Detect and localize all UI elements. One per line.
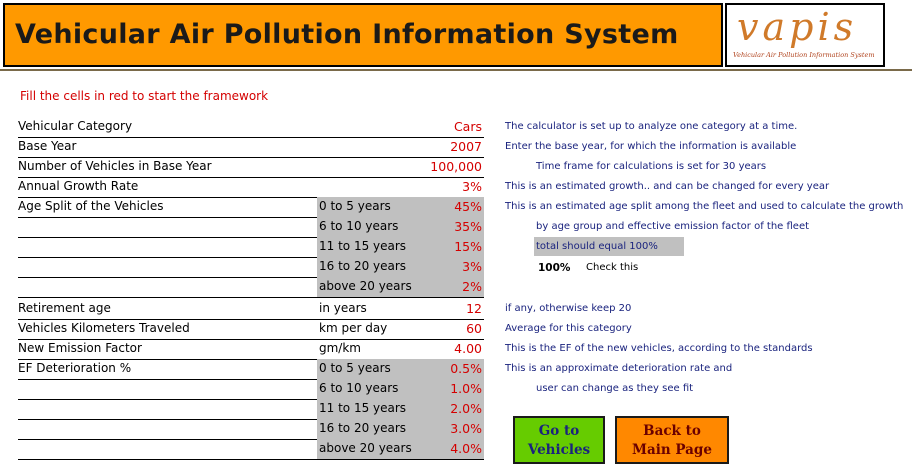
note-deterioration: This is an approximate deterioration rate and xyxy=(505,363,733,374)
go-button-line2: Vehicles xyxy=(527,442,591,458)
row-retirement xyxy=(18,299,484,320)
retirement-label: Retirement age xyxy=(18,301,111,315)
back-button-line2: Main Page xyxy=(632,442,712,458)
instruction-text: Fill the cells in red to start the framework xyxy=(20,89,269,103)
retirement-value[interactable]: 12 xyxy=(466,301,482,316)
age-split-value[interactable]: 3% xyxy=(462,259,482,274)
row-age-split-5 xyxy=(18,277,484,298)
num-vehicles-value[interactable]: 100,000 xyxy=(430,159,482,174)
retirement-unit: in years xyxy=(319,301,367,315)
go-to-vehicles-button[interactable] xyxy=(513,416,605,464)
det-range-label: 0 to 5 years xyxy=(319,361,391,375)
det-value[interactable]: 3.0% xyxy=(450,421,482,436)
age-split-value[interactable]: 15% xyxy=(454,239,482,254)
row-age-split-4 xyxy=(18,257,484,278)
note-age-split-2: by age group and effective emission factor of the fleet xyxy=(536,221,810,232)
vkt-label: Vehicles Kilometers Traveled xyxy=(18,321,190,335)
page-title: Vehicular Air Pollution Information System xyxy=(15,19,679,50)
det-range-label: 6 to 10 years xyxy=(319,381,399,395)
det-value[interactable]: 0.5% xyxy=(450,361,482,376)
row-age-split-2 xyxy=(18,217,484,238)
age-split-value[interactable]: 2% xyxy=(462,279,482,294)
title-banner xyxy=(3,3,723,67)
note-timeframe: Time frame for calculations is set for 30 years xyxy=(536,161,767,172)
note-age-split: This is an estimated age split among the fleet and used to calculate the growth xyxy=(505,201,904,212)
row-age-split-1 xyxy=(18,197,484,218)
det-value[interactable]: 4.0% xyxy=(450,441,482,456)
back-to-main-page-button[interactable] xyxy=(615,416,729,464)
note-emission: This is the EF of the new vehicles, according to the standards xyxy=(505,343,813,354)
age-range-label: 0 to 5 years xyxy=(319,199,391,213)
row-deterioration-2 xyxy=(18,379,484,400)
age-split-label: Age Split of the Vehicles xyxy=(18,199,164,213)
header xyxy=(0,0,912,71)
category-label: Vehicular Category xyxy=(18,119,133,133)
det-value[interactable]: 1.0% xyxy=(450,381,482,396)
num-vehicles-label: Number of Vehicles in Base Year xyxy=(18,159,212,173)
growth-value[interactable]: 3% xyxy=(462,179,482,194)
go-button-line1: Go to xyxy=(538,423,580,439)
age-range-label: 16 to 20 years xyxy=(319,259,407,273)
vkt-unit: km per day xyxy=(319,321,388,335)
note-deterioration-2: user can change as they see fit xyxy=(536,383,694,394)
row-growth xyxy=(18,177,484,198)
logo-tagline: Vehicular Air Pollution Information System xyxy=(733,51,875,59)
base-year-label: Base Year xyxy=(18,139,77,153)
vkt-value[interactable]: 60 xyxy=(466,321,482,336)
row-deterioration-1 xyxy=(18,359,484,380)
row-age-split-3 xyxy=(18,237,484,258)
total-percent: 100% xyxy=(538,262,571,274)
logo-wordmark: vapis xyxy=(737,5,858,49)
row-vkt xyxy=(18,319,484,340)
note-growth: This is an estimated growth.. and can be changed for every year xyxy=(505,181,830,192)
row-deterioration-4 xyxy=(18,419,484,440)
age-split-value[interactable]: 45% xyxy=(454,199,482,214)
base-year-value[interactable]: 2007 xyxy=(450,139,482,154)
det-range-label: 16 to 20 years xyxy=(319,421,407,435)
row-deterioration-5 xyxy=(18,439,484,460)
row-category xyxy=(18,117,484,138)
check-this-text: Check this xyxy=(586,262,639,273)
vapis-logo xyxy=(725,3,885,67)
row-deterioration-3 xyxy=(18,399,484,420)
note-retirement: if any, otherwise keep 20 xyxy=(505,303,632,314)
emission-label: New Emission Factor xyxy=(18,341,142,355)
back-button-line1: Back to xyxy=(643,423,701,439)
age-range-label: 6 to 10 years xyxy=(319,219,399,233)
note-total: total should equal 100% xyxy=(536,241,658,252)
category-value[interactable]: Cars xyxy=(453,119,482,134)
det-value[interactable]: 2.0% xyxy=(450,401,482,416)
age-range-label: 11 to 15 years xyxy=(319,239,407,253)
row-emission xyxy=(18,339,484,360)
age-split-value[interactable]: 35% xyxy=(454,219,482,234)
deterioration-label: EF Deterioration % xyxy=(18,361,132,375)
growth-label: Annual Growth Rate xyxy=(18,179,139,193)
det-range-label: above 20 years xyxy=(319,441,412,455)
emission-value[interactable]: 4.00 xyxy=(454,341,482,356)
note-base-year: Enter the base year, for which the information is available xyxy=(505,141,797,152)
header-divider xyxy=(0,69,912,71)
note-vkt: Average for this category xyxy=(505,323,632,334)
row-num-vehicles xyxy=(18,157,484,178)
row-base-year xyxy=(18,137,484,158)
det-range-label: 11 to 15 years xyxy=(319,401,407,415)
emission-unit: gm/km xyxy=(319,341,361,355)
note-category: The calculator is set up to analyze one category at a time. xyxy=(505,121,798,132)
age-range-label: above 20 years xyxy=(319,279,412,293)
